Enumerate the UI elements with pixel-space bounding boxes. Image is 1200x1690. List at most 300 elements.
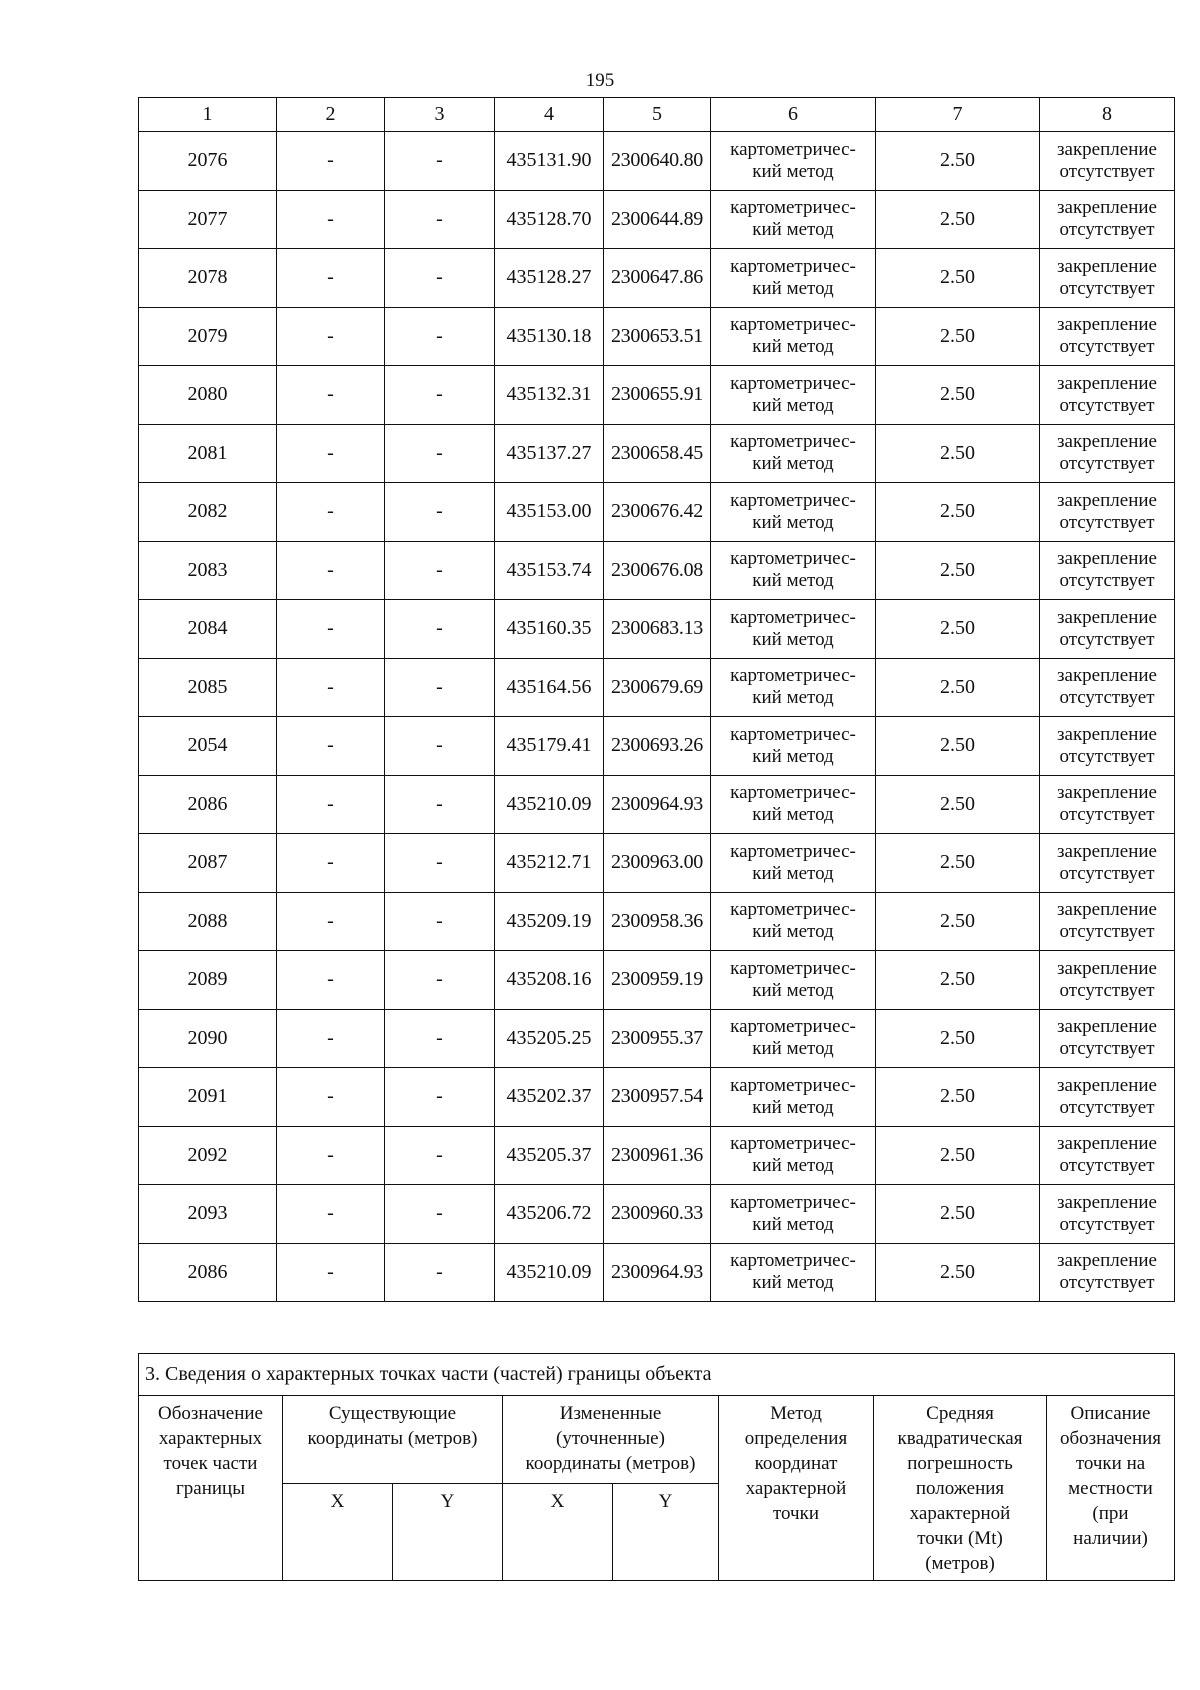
method-line: кий метод <box>752 745 834 767</box>
table-row <box>139 775 1175 834</box>
col-2-cell: - <box>277 600 385 659</box>
point-id-cell: 2091 <box>139 1068 277 1127</box>
table-row <box>139 892 1175 951</box>
method-line: картометричес- <box>730 138 856 160</box>
x-coordinate-cell: 435128.27 <box>495 249 604 308</box>
col-3-cell: - <box>385 190 495 249</box>
accuracy-cell: 2.50 <box>876 483 1040 542</box>
method-line: кий метод <box>752 1038 834 1060</box>
description-header-line: наличии) <box>1073 1528 1148 1549</box>
description-cell <box>1040 249 1175 308</box>
table-row <box>139 951 1175 1010</box>
method-line: кий метод <box>752 1213 834 1235</box>
col-3-cell: - <box>385 600 495 659</box>
accuracy-cell: 2.50 <box>876 1243 1040 1302</box>
method-line: картометричес- <box>730 606 856 628</box>
method-cell <box>711 483 876 542</box>
designation-header <box>139 1396 283 1581</box>
y-coordinate-cell: 2300653.51 <box>604 307 711 366</box>
point-id-cell: 2082 <box>139 483 277 542</box>
method-line: кий метод <box>752 862 834 884</box>
x-coordinate-cell: 435131.90 <box>495 132 604 191</box>
method-line: кий метод <box>752 160 834 182</box>
method-header-line: характерной <box>745 1478 847 1499</box>
method-line: картометричес- <box>730 372 856 394</box>
description-header-line: обозначения <box>1059 1428 1162 1449</box>
col-2-cell: - <box>277 1126 385 1185</box>
changed-y-header: Y <box>613 1484 719 1581</box>
accuracy-header-line: точки (Mt) <box>917 1528 1003 1549</box>
accuracy-cell: 2.50 <box>876 600 1040 659</box>
method-cell <box>711 366 876 425</box>
col-3-cell: - <box>385 483 495 542</box>
y-coordinate-cell: 2300958.36 <box>604 892 711 951</box>
point-id-cell: 2086 <box>139 1243 277 1302</box>
description-line: закрепление <box>1057 665 1157 687</box>
method-cell <box>711 424 876 483</box>
x-coordinate-cell: 435210.09 <box>495 775 604 834</box>
col-2-cell: - <box>277 366 385 425</box>
table-row <box>139 541 1175 600</box>
description-line: отсутствует <box>1059 687 1155 709</box>
point-id-cell: 2090 <box>139 1009 277 1068</box>
method-line: картометричес- <box>730 431 856 453</box>
x-coordinate-cell: 435209.19 <box>495 892 604 951</box>
table-row <box>139 424 1175 483</box>
method-header-line: определения <box>744 1428 848 1449</box>
y-coordinate-cell: 2300961.36 <box>604 1126 711 1185</box>
point-id-cell: 2077 <box>139 190 277 249</box>
existing-coordinates-header <box>283 1396 503 1484</box>
method-line: картометричес- <box>730 548 856 570</box>
description-line: закрепление <box>1057 1133 1157 1155</box>
description-cell <box>1040 366 1175 425</box>
x-coordinate-cell: 435205.37 <box>495 1126 604 1185</box>
y-coordinate-cell: 2300693.26 <box>604 717 711 776</box>
point-id-cell: 2092 <box>139 1126 277 1185</box>
changed-header-line: (уточненные) <box>556 1428 665 1449</box>
method-cell <box>711 307 876 366</box>
table-row <box>139 249 1175 308</box>
method-cell <box>711 190 876 249</box>
col-3-cell: - <box>385 658 495 717</box>
description-line: закрепление <box>1057 138 1157 160</box>
method-line: картометричес- <box>730 899 856 921</box>
method-line: кий метод <box>752 1272 834 1294</box>
header-col-8: 8 <box>1040 98 1175 132</box>
accuracy-header-line: погрешность <box>907 1453 1013 1474</box>
designation-header-line: характерных <box>158 1428 263 1449</box>
col-2-cell: - <box>277 717 385 776</box>
accuracy-header-line: (метров) <box>925 1553 995 1574</box>
description-line: отсутствует <box>1059 1038 1155 1060</box>
method-line: кий метод <box>752 687 834 709</box>
col-2-cell: - <box>277 541 385 600</box>
accuracy-cell: 2.50 <box>876 1126 1040 1185</box>
existing-header-line: Существующие <box>328 1403 457 1424</box>
method-line: картометричес- <box>730 1074 856 1096</box>
description-line: отсутствует <box>1059 277 1155 299</box>
description-line: закрепление <box>1057 489 1157 511</box>
description-cell <box>1040 1126 1175 1185</box>
method-line: картометричес- <box>730 782 856 804</box>
accuracy-cell: 2.50 <box>876 775 1040 834</box>
table-row <box>139 366 1175 425</box>
method-line: кий метод <box>752 804 834 826</box>
table-row <box>139 132 1175 191</box>
x-coordinate-cell: 435208.16 <box>495 951 604 1010</box>
description-line: отсутствует <box>1059 1213 1155 1235</box>
point-id-cell: 2089 <box>139 951 277 1010</box>
changed-header-line: координаты (метров) <box>525 1453 696 1474</box>
existing-x-header: X <box>283 1484 393 1581</box>
method-line: кий метод <box>752 1096 834 1118</box>
y-coordinate-cell: 2300955.37 <box>604 1009 711 1068</box>
table-row <box>139 1243 1175 1302</box>
section-3-title: 3. Сведения о характерных точках части (частей) границы объекта <box>139 1354 1175 1396</box>
x-coordinate-cell: 435128.70 <box>495 190 604 249</box>
description-cell <box>1040 775 1175 834</box>
description-line: закрепление <box>1057 957 1157 979</box>
method-line: кий метод <box>752 219 834 241</box>
description-line: отсутствует <box>1059 1096 1155 1118</box>
description-cell <box>1040 600 1175 659</box>
col-3-cell: - <box>385 951 495 1010</box>
table-row <box>139 1009 1175 1068</box>
description-header-line: точки на <box>1075 1453 1146 1474</box>
method-line: кий метод <box>752 921 834 943</box>
method-cell <box>711 1185 876 1244</box>
method-cell <box>711 600 876 659</box>
description-line: отсутствует <box>1059 511 1155 533</box>
accuracy-cell: 2.50 <box>876 424 1040 483</box>
description-line: закрепление <box>1057 431 1157 453</box>
description-cell <box>1040 1185 1175 1244</box>
changed-coordinates-header <box>503 1396 719 1484</box>
header-col-6: 6 <box>711 98 876 132</box>
description-line: закрепление <box>1057 1016 1157 1038</box>
description-line: закрепление <box>1057 899 1157 921</box>
method-line: картометричес- <box>730 840 856 862</box>
description-cell <box>1040 658 1175 717</box>
description-line: закрепление <box>1057 314 1157 336</box>
x-coordinate-cell: 435164.56 <box>495 658 604 717</box>
col-3-cell: - <box>385 424 495 483</box>
description-line: отсутствует <box>1059 453 1155 475</box>
method-line: картометричес- <box>730 723 856 745</box>
table-row <box>139 1126 1175 1185</box>
col-3-cell: - <box>385 249 495 308</box>
col-3-cell: - <box>385 307 495 366</box>
accuracy-header-line: положения <box>915 1478 1005 1499</box>
col-2-cell: - <box>277 1185 385 1244</box>
y-coordinate-cell: 2300964.93 <box>604 1243 711 1302</box>
col-3-cell: - <box>385 892 495 951</box>
y-coordinate-cell: 2300957.54 <box>604 1068 711 1127</box>
coordinates-table <box>138 97 1175 1302</box>
method-cell <box>711 1009 876 1068</box>
description-line: отсутствует <box>1059 219 1155 241</box>
table-row <box>139 1068 1175 1127</box>
accuracy-header <box>874 1396 1047 1581</box>
y-coordinate-cell: 2300679.69 <box>604 658 711 717</box>
method-line: кий метод <box>752 628 834 650</box>
point-id-cell: 2087 <box>139 834 277 893</box>
description-line: отсутствует <box>1059 570 1155 592</box>
col-2-cell: - <box>277 307 385 366</box>
col-2-cell: - <box>277 1068 385 1127</box>
description-header-line: (при <box>1092 1503 1129 1524</box>
method-line: кий метод <box>752 453 834 475</box>
method-line: картометричес- <box>730 665 856 687</box>
changed-header-line: Измененные <box>559 1403 662 1424</box>
col-2-cell: - <box>277 892 385 951</box>
col-2-cell: - <box>277 951 385 1010</box>
point-id-cell: 2088 <box>139 892 277 951</box>
description-cell <box>1040 132 1175 191</box>
method-line: картометричес- <box>730 957 856 979</box>
x-coordinate-cell: 435205.25 <box>495 1009 604 1068</box>
method-line: кий метод <box>752 511 834 533</box>
accuracy-cell: 2.50 <box>876 717 1040 776</box>
y-coordinate-cell: 2300964.93 <box>604 775 711 834</box>
method-cell <box>711 1068 876 1127</box>
table-row <box>139 1185 1175 1244</box>
method-cell <box>711 541 876 600</box>
x-coordinate-cell: 435132.31 <box>495 366 604 425</box>
point-id-cell: 2079 <box>139 307 277 366</box>
accuracy-cell: 2.50 <box>876 366 1040 425</box>
x-coordinate-cell: 435210.09 <box>495 1243 604 1302</box>
accuracy-cell: 2.50 <box>876 190 1040 249</box>
accuracy-cell: 2.50 <box>876 951 1040 1010</box>
y-coordinate-cell: 2300655.91 <box>604 366 711 425</box>
method-cell <box>711 249 876 308</box>
description-cell <box>1040 717 1175 776</box>
accuracy-cell: 2.50 <box>876 892 1040 951</box>
point-id-cell: 2086 <box>139 775 277 834</box>
description-cell <box>1040 892 1175 951</box>
description-line: отсутствует <box>1059 921 1155 943</box>
method-line: картометричес- <box>730 1133 856 1155</box>
table-body <box>139 132 1175 1302</box>
y-coordinate-cell: 2300683.13 <box>604 600 711 659</box>
accuracy-header-line: квадратическая <box>897 1428 1023 1449</box>
col-3-cell: - <box>385 1126 495 1185</box>
description-cell <box>1040 424 1175 483</box>
x-coordinate-cell: 435206.72 <box>495 1185 604 1244</box>
table-row <box>139 307 1175 366</box>
accuracy-cell: 2.50 <box>876 1185 1040 1244</box>
description-cell <box>1040 483 1175 542</box>
y-coordinate-cell: 2300644.89 <box>604 190 711 249</box>
y-coordinate-cell: 2300640.80 <box>604 132 711 191</box>
method-cell <box>711 834 876 893</box>
description-line: отсутствует <box>1059 394 1155 416</box>
description-header <box>1047 1396 1175 1581</box>
method-line: картометричес- <box>730 314 856 336</box>
description-cell <box>1040 541 1175 600</box>
header-row <box>139 98 1175 132</box>
description-cell <box>1040 1009 1175 1068</box>
method-line: кий метод <box>752 394 834 416</box>
description-line: закрепление <box>1057 782 1157 804</box>
description-cell <box>1040 834 1175 893</box>
accuracy-cell: 2.50 <box>876 1009 1040 1068</box>
point-id-cell: 2078 <box>139 249 277 308</box>
col-3-cell: - <box>385 1068 495 1127</box>
accuracy-cell: 2.50 <box>876 307 1040 366</box>
description-line: закрепление <box>1057 255 1157 277</box>
method-header-line: координат <box>754 1453 838 1474</box>
point-id-cell: 2085 <box>139 658 277 717</box>
method-header <box>719 1396 874 1581</box>
method-line: картометричес- <box>730 1191 856 1213</box>
accuracy-cell: 2.50 <box>876 541 1040 600</box>
accuracy-cell: 2.50 <box>876 1068 1040 1127</box>
description-line: отсутствует <box>1059 804 1155 826</box>
method-cell <box>711 132 876 191</box>
description-line: закрепление <box>1057 723 1157 745</box>
description-cell <box>1040 307 1175 366</box>
x-coordinate-cell: 435130.18 <box>495 307 604 366</box>
description-cell <box>1040 1243 1175 1302</box>
x-coordinate-cell: 435153.74 <box>495 541 604 600</box>
header-col-4: 4 <box>495 98 604 132</box>
col-3-cell: - <box>385 717 495 776</box>
col-2-cell: - <box>277 249 385 308</box>
header-col-2: 2 <box>277 98 385 132</box>
description-line: закрепление <box>1057 840 1157 862</box>
table-row <box>139 600 1175 659</box>
col-2-cell: - <box>277 658 385 717</box>
description-header-line: Описание <box>1070 1403 1151 1424</box>
method-line: кий метод <box>752 1155 834 1177</box>
description-line: отсутствует <box>1059 1155 1155 1177</box>
col-3-cell: - <box>385 775 495 834</box>
table-row <box>139 717 1175 776</box>
description-line: закрепление <box>1057 1074 1157 1096</box>
col-2-cell: - <box>277 483 385 542</box>
description-line: отсутствует <box>1059 160 1155 182</box>
method-line: картометричес- <box>730 197 856 219</box>
description-cell <box>1040 190 1175 249</box>
description-line: отсутствует <box>1059 862 1155 884</box>
method-cell <box>711 775 876 834</box>
method-header-line: Метод <box>770 1403 822 1424</box>
description-header-line: местности <box>1068 1478 1153 1499</box>
header-col-1: 1 <box>139 98 277 132</box>
description-line: отсутствует <box>1059 336 1155 358</box>
col-2-cell: - <box>277 424 385 483</box>
x-coordinate-cell: 435202.37 <box>495 1068 604 1127</box>
accuracy-header-line: характерной <box>909 1503 1011 1524</box>
method-line: картометричес- <box>730 1250 856 1272</box>
method-cell <box>711 1126 876 1185</box>
method-cell <box>711 1243 876 1302</box>
description-line: отсутствует <box>1059 628 1155 650</box>
point-id-cell: 2054 <box>139 717 277 776</box>
method-line: картометричес- <box>730 489 856 511</box>
header-col-7: 7 <box>876 98 1040 132</box>
col-2-cell: - <box>277 132 385 191</box>
existing-y-header: Y <box>393 1484 503 1581</box>
method-line: кий метод <box>752 979 834 1001</box>
table-row <box>139 190 1175 249</box>
section-3-table <box>138 1353 1175 1581</box>
table-row <box>139 658 1175 717</box>
designation-header-line: границы <box>176 1478 245 1499</box>
x-coordinate-cell: 435137.27 <box>495 424 604 483</box>
method-line: картометричес- <box>730 1016 856 1038</box>
point-id-cell: 2093 <box>139 1185 277 1244</box>
x-coordinate-cell: 435212.71 <box>495 834 604 893</box>
y-coordinate-cell: 2300959.19 <box>604 951 711 1010</box>
x-coordinate-cell: 435153.00 <box>495 483 604 542</box>
y-coordinate-cell: 2300676.42 <box>604 483 711 542</box>
method-line: кий метод <box>752 336 834 358</box>
accuracy-header-line: Средняя <box>926 1403 994 1424</box>
description-line: закрепление <box>1057 606 1157 628</box>
method-line: картометричес- <box>730 255 856 277</box>
table-row <box>139 483 1175 542</box>
col-2-cell: - <box>277 775 385 834</box>
description-line: закрепление <box>1057 197 1157 219</box>
col-3-cell: - <box>385 366 495 425</box>
col-2-cell: - <box>277 1009 385 1068</box>
point-id-cell: 2084 <box>139 600 277 659</box>
method-line: кий метод <box>752 570 834 592</box>
description-line: закрепление <box>1057 1250 1157 1272</box>
col-3-cell: - <box>385 1009 495 1068</box>
x-coordinate-cell: 435160.35 <box>495 600 604 659</box>
point-id-cell: 2080 <box>139 366 277 425</box>
method-cell <box>711 951 876 1010</box>
description-line: отсутствует <box>1059 1272 1155 1294</box>
point-id-cell: 2083 <box>139 541 277 600</box>
col-2-cell: - <box>277 190 385 249</box>
table-row <box>139 834 1175 893</box>
description-line: отсутствует <box>1059 979 1155 1001</box>
col-3-cell: - <box>385 1243 495 1302</box>
accuracy-cell: 2.50 <box>876 249 1040 308</box>
description-line: закрепление <box>1057 1191 1157 1213</box>
designation-header-line: точек части <box>163 1453 258 1474</box>
method-cell <box>711 717 876 776</box>
y-coordinate-cell: 2300658.45 <box>604 424 711 483</box>
col-3-cell: - <box>385 132 495 191</box>
col-3-cell: - <box>385 541 495 600</box>
accuracy-cell: 2.50 <box>876 658 1040 717</box>
y-coordinate-cell: 2300963.00 <box>604 834 711 893</box>
description-line: закрепление <box>1057 372 1157 394</box>
header-col-3: 3 <box>385 98 495 132</box>
description-line: отсутствует <box>1059 745 1155 767</box>
method-line: кий метод <box>752 277 834 299</box>
method-header-line: точки <box>772 1503 819 1524</box>
y-coordinate-cell: 2300676.08 <box>604 541 711 600</box>
method-cell <box>711 892 876 951</box>
y-coordinate-cell: 2300647.86 <box>604 249 711 308</box>
y-coordinate-cell: 2300960.33 <box>604 1185 711 1244</box>
designation-header-line: Обозначение <box>158 1403 263 1424</box>
point-id-cell: 2076 <box>139 132 277 191</box>
page-number: 195 <box>585 70 615 91</box>
existing-header-line: координаты (метров) <box>307 1428 478 1449</box>
description-cell <box>1040 951 1175 1010</box>
point-id-cell: 2081 <box>139 424 277 483</box>
description-cell <box>1040 1068 1175 1127</box>
